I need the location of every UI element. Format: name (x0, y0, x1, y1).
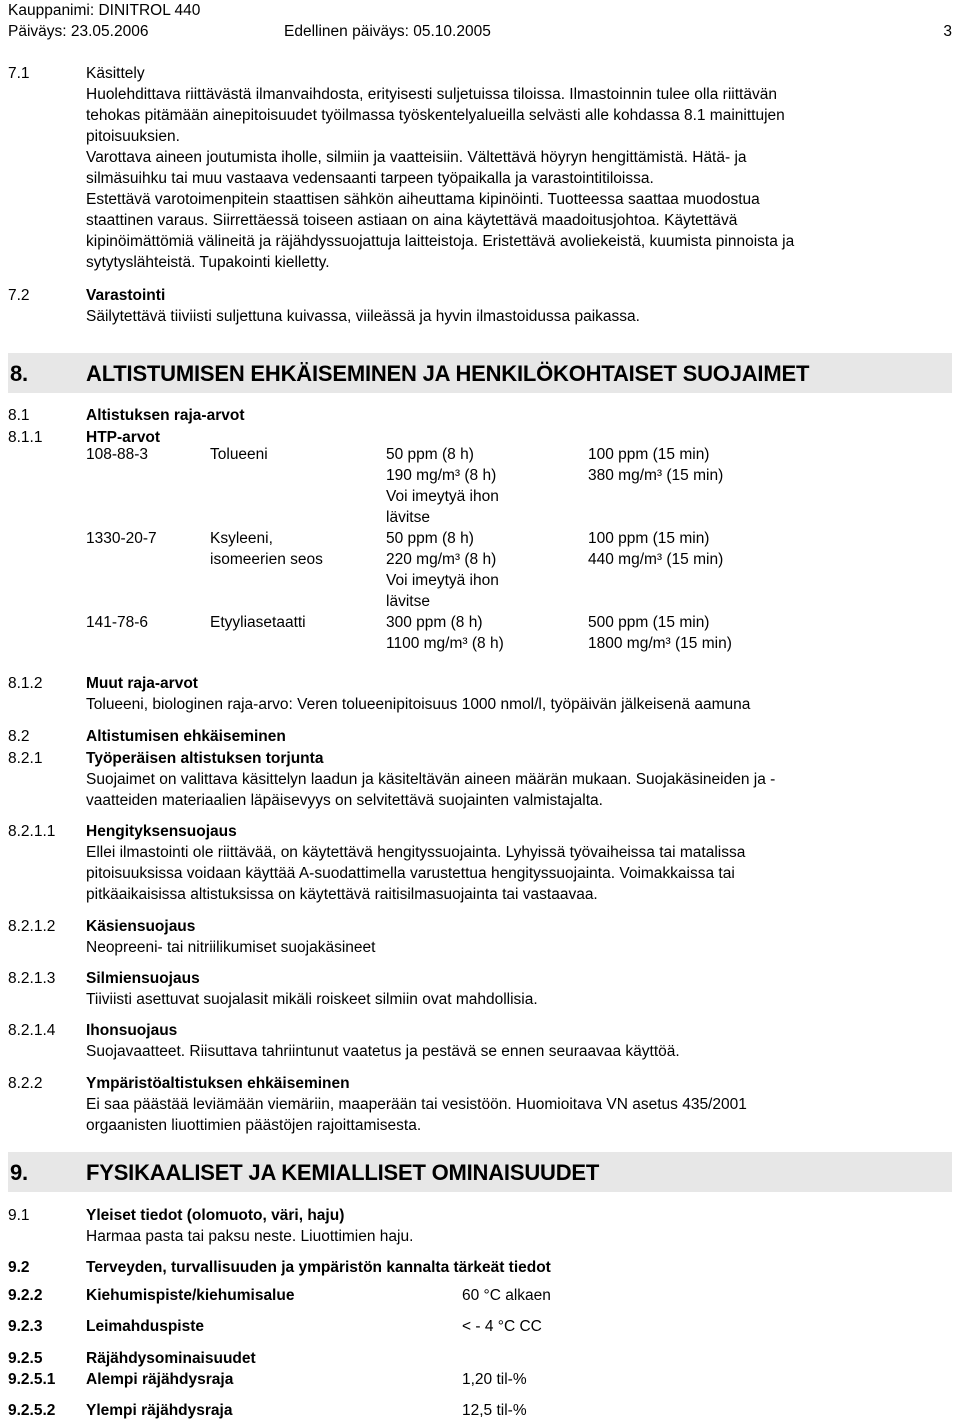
property-row (8, 1348, 952, 1369)
text-line: Varottava aineen joutumista iholle, silmiin ja vaatteisiin. Vältettävä höyryn hengittämistä. Hätä- ja (86, 149, 747, 166)
section-8-1 (8, 405, 952, 426)
section-number: 8.2.1.2 (8, 918, 56, 935)
section-title: Altistuksen raja-arvot (86, 407, 245, 424)
product-name: Kauppanimi: DINITROL 440 (8, 2, 201, 19)
text-line: orgaanisten liuottimien päästöjen rajoittamisesta. (86, 1117, 422, 1134)
substance-name: isomeerien seos (210, 551, 323, 568)
chapter-title: ALTISTUMISEN EHKÄISEMINEN JA HENKILÖKOHTAISET SUOJAIMET (86, 361, 810, 386)
section-title: Ihonsuojaus (86, 1022, 178, 1039)
text-line: staattinen varaus. Siirrettäessä toiseen astiaan on aina käytettävä maadoitusjohtoa. Käytettävä (86, 212, 738, 229)
section-number: 8.2.1.4 (8, 1022, 56, 1039)
section-number: 9.2 (8, 1259, 30, 1276)
section-number: 8.2 (8, 728, 30, 745)
substance-name: Ksyleeni, (210, 530, 273, 547)
text-line: pitkäaikaisissa altistuksissa on käytettävä raitisilmasuojainta tai vastaavaa. (86, 886, 598, 903)
limit-8h: 220 mg/m³ (8 h) (386, 551, 497, 568)
text-line: Neopreeni- tai nitriilikumiset suojakäsineet (86, 939, 376, 956)
limit-8h: 190 mg/m³ (8 h) (386, 467, 497, 484)
substance-name: Tolueeni (210, 446, 268, 463)
section-8-2 (8, 726, 952, 747)
section-number: 7.2 (8, 287, 30, 304)
limit-8h: lävitse (386, 593, 430, 610)
limit-8h: 1100 mg/m³ (8 h) (386, 635, 504, 652)
substance-name: Etyyliasetaatti (210, 614, 306, 631)
property-number: 9.2.5 (8, 1350, 43, 1367)
limit-15min: 100 ppm (15 min) (588, 446, 710, 463)
chapter-number: 9. (10, 1160, 28, 1185)
section-7-2 (8, 285, 952, 327)
property-label: Alempi räjähdysraja (86, 1371, 234, 1388)
text-line: vaatteiden materiaalien läpäisevyys on selvitettävä suojainten valmistajalta. (86, 792, 603, 809)
property-number: 9.2.2 (8, 1287, 43, 1304)
property-value: 1,20 til-% (462, 1371, 527, 1388)
text-line: Tolueeni, biologinen raja-arvo: Veren tolueenipitoisuus 1000 nmol/l, työpäivän jälkeisenä aamuna (86, 696, 751, 713)
table-row (86, 444, 952, 465)
page-header (8, 0, 952, 42)
limit-15min: 500 ppm (15 min) (588, 614, 710, 631)
text-line: Säilytettävä tiiviisti suljettuna kuivassa, viileässä ja hyvin ilmastoidussa paikassa. (86, 308, 640, 325)
section-title: Muut raja-arvot (86, 675, 198, 692)
property-row (8, 1285, 952, 1306)
section-number: 8.1 (8, 407, 30, 424)
previous-date: Edellinen päiväys: 05.10.2005 (284, 23, 491, 40)
limit-15min: 380 mg/m³ (15 min) (588, 467, 724, 484)
section-title: HTP-arvot (86, 429, 161, 446)
property-row (8, 1400, 952, 1421)
section-number: 8.2.1 (8, 750, 43, 767)
text-line: pitoisuuksissa voidaan käyttää A-suodattimella varustettua hengityssuojainta. Voimakkaissa tai (86, 865, 735, 882)
section-number: 8.2.2 (8, 1075, 43, 1092)
section-body (86, 84, 952, 273)
section-8-2-1 (8, 748, 952, 811)
limit-15min: 1800 mg/m³ (15 min) (588, 635, 732, 652)
text-line: Ellei ilmastointi ole riittävää, on käytettävä hengityssuojainta. Lyhyissä työvaiheissa tai matalissa (86, 844, 746, 861)
section-title: Terveyden, turvallisuuden ja ympäristön kannalta tärkeät tiedot (86, 1259, 551, 1276)
section-title: Ympäristöaltistuksen ehkäiseminen (86, 1075, 350, 1092)
limit-8h: 300 ppm (8 h) (386, 614, 483, 631)
limit-8h: Voi imeytyä ihon (386, 572, 499, 589)
section-8-2-1-2 (8, 916, 952, 958)
section-number: 8.1.1 (8, 429, 43, 446)
section-8-2-2 (8, 1073, 952, 1136)
text-line: pitoisuuksien. (86, 128, 180, 145)
property-row (8, 1316, 952, 1337)
chapter-title: FYSIKAALISET JA KEMIALLISET OMINAISUUDET (86, 1160, 600, 1185)
property-value: 12,5 til-% (462, 1402, 527, 1419)
text-line: Ei saa päästää leviämään viemäriin, maaperään tai vesistöön. Huomioitava VN asetus 435/2001 (86, 1096, 747, 1113)
section-title: Käsiensuojaus (86, 918, 196, 935)
property-row (8, 1369, 952, 1390)
table-row (86, 486, 952, 507)
property-number: 9.2.5.2 (8, 1402, 56, 1419)
property-value: < - 4 °C CC (462, 1318, 542, 1335)
text-line: Tiiviisti asettuvat suojalasit mikäli roiskeet silmiin ovat mahdollisia. (86, 991, 538, 1008)
section-9-2 (8, 1257, 952, 1278)
section-number: 8.2.1.3 (8, 970, 56, 987)
section-title: Altistumisen ehkäiseminen (86, 728, 286, 745)
text-line: Estettävä varotoimenpitein staattisen sähkön aiheuttama kipinöinti. Tuotteessa saattaa muodostua (86, 191, 760, 208)
section-number: 7.1 (8, 65, 30, 82)
table-row (86, 570, 952, 591)
property-label: Räjähdysominaisuudet (86, 1350, 256, 1367)
text-line: tehokas pitämään ainepitoisuudet työilmassa työskentelyalueilla selvästi alle kohdassa 8.1 mainittujen (86, 107, 785, 124)
table-row (86, 612, 952, 633)
section-title: Varastointi (86, 287, 166, 304)
text-line: Suojaimet on valittava käsittelyn laadun ja käsiteltävän aineen määrän mukaan. Suojakäsineiden ja - (86, 771, 776, 788)
cas-number: 1330-20-7 (86, 530, 157, 547)
limit-15min: 440 mg/m³ (15 min) (588, 551, 724, 568)
text-line: Suojavaatteet. Riisuttava tahriintunut vaatetus ja pestävä se ennen seuraavaa käyttöä. (86, 1043, 680, 1060)
text-line: sytytyslähteistä. Tupakointi kielletty. (86, 254, 330, 271)
cas-number: 141-78-6 (86, 614, 149, 631)
document-date: Päiväys: 23.05.2006 (8, 23, 149, 40)
section-title: Työperäisen altistuksen torjunta (86, 750, 324, 767)
property-label: Leimahduspiste (86, 1318, 204, 1335)
cas-number: 108-88-3 (86, 446, 149, 463)
section-number: 8.2.1.1 (8, 823, 56, 840)
table-row (86, 591, 952, 612)
section-title: Hengityksensuojaus (86, 823, 237, 840)
htp-table (86, 444, 952, 654)
section-title: Käsittely (86, 65, 145, 82)
property-number: 9.2.5.1 (8, 1371, 56, 1388)
property-value: 60 °C alkaen (462, 1287, 551, 1304)
text-line: Harmaa pasta tai paksu neste. Liuottimien haju. (86, 1228, 414, 1245)
limit-8h: 50 ppm (8 h) (386, 446, 474, 463)
section-title: Silmiensuojaus (86, 970, 200, 987)
limit-15min: 100 ppm (15 min) (588, 530, 710, 547)
table-row (86, 528, 952, 549)
limit-8h: Voi imeytyä ihon (386, 488, 499, 505)
table-row (86, 549, 952, 570)
section-9-1 (8, 1205, 952, 1247)
chapter-8-heading (8, 353, 952, 393)
chapter-number: 8. (10, 361, 28, 386)
section-8-2-1-3 (8, 968, 952, 1010)
limit-8h: lävitse (386, 509, 430, 526)
property-number: 9.2.3 (8, 1318, 43, 1335)
section-number: 9.1 (8, 1207, 30, 1224)
property-label: Ylempi räjähdysraja (86, 1402, 233, 1419)
text-line: kipinöimättömiä välineitä ja räjähdyssuojattuja laitteistoja. Eristettävä avoliekeistä, kuumista pinnoista ja (86, 233, 795, 250)
section-number: 8.1.2 (8, 675, 43, 692)
section-title: Yleiset tiedot (olomuoto, väri, haju) (86, 1207, 345, 1224)
property-label: Kiehumispiste/kiehumisalue (86, 1287, 295, 1304)
table-row (86, 633, 952, 654)
text-line: silmäsuihku tai muu vastaava vedensaanti tarpeen työpaikalla ja varastointitiloissa. (86, 170, 654, 187)
table-row (86, 465, 952, 486)
section-8-2-1-4 (8, 1020, 952, 1062)
section-8-1-2 (8, 673, 952, 715)
page-number: 3 (943, 23, 952, 40)
limit-8h: 50 ppm (8 h) (386, 530, 474, 547)
table-row (86, 507, 952, 528)
section-7-1 (8, 63, 952, 273)
chapter-9-heading (8, 1152, 952, 1192)
section-8-2-1-1 (8, 821, 952, 905)
text-line: Huolehdittava riittävästä ilmanvaihdosta, erityisesti suljetuissa tiloissa. Ilmastoinnin tulee olla riittävän (86, 86, 777, 103)
